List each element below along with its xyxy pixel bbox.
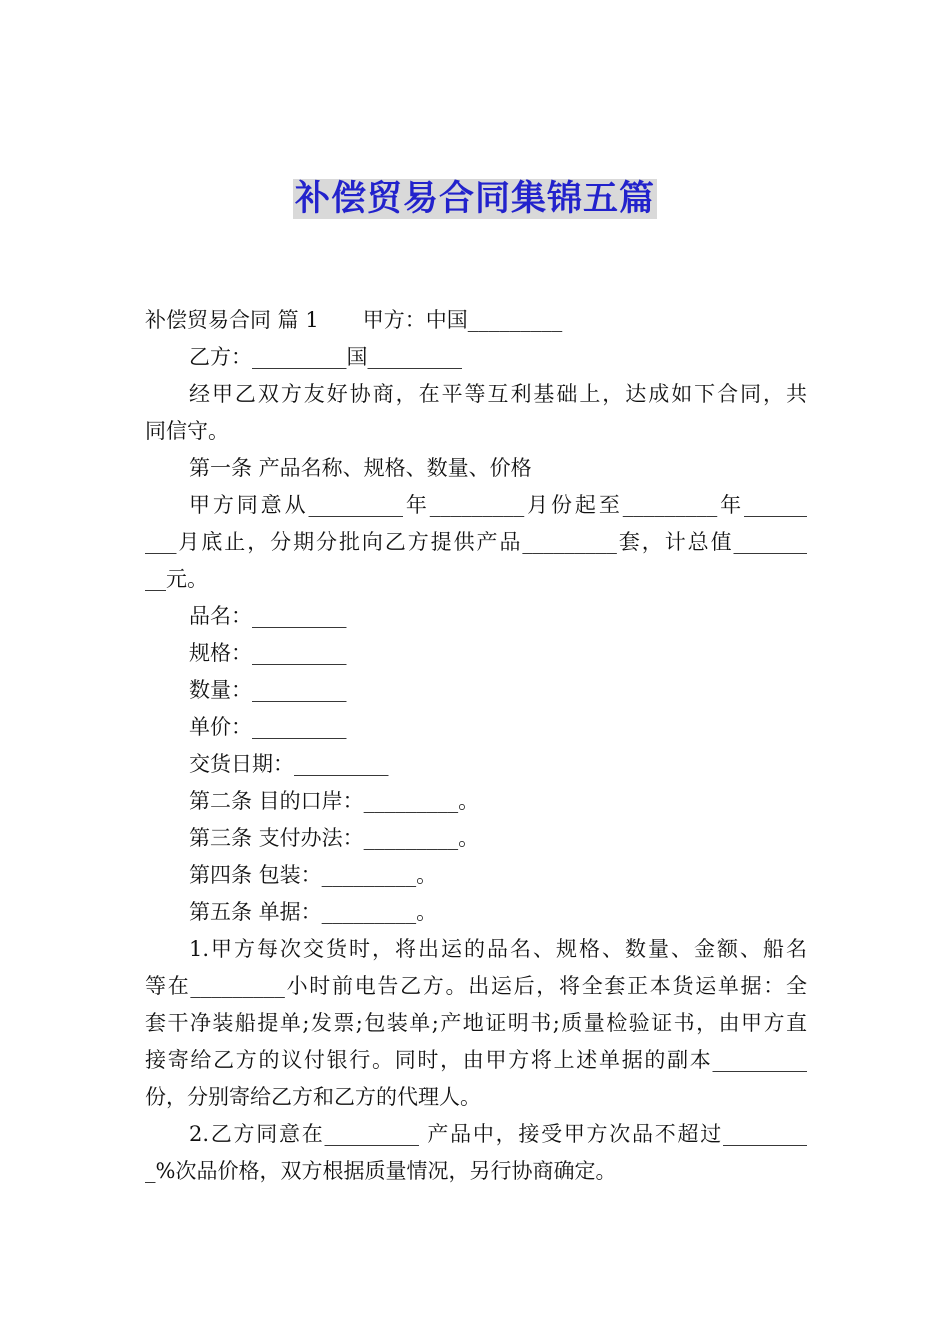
section-heading: 第五条 单据：_________。	[189, 900, 438, 924]
section-heading: 第一条 产品名称、规格、数量、价格	[189, 456, 532, 480]
paragraph-line: 等在_________小时前电告乙方。出运后，将全套正本货运单据：全	[145, 974, 807, 998]
paragraph-line: 2.乙方同意在_________ 产品中，接受甲方次品不超过________	[189, 1122, 807, 1146]
paragraph-line: _%次品价格，双方根据质量情况，另行协商确定。	[145, 1159, 617, 1183]
paragraph-line	[145, 302, 807, 339]
field-line: 规格：_________	[189, 641, 347, 665]
paragraph-line: 接寄给乙方的议付银行。同时，由甲方将上述单据的副本_________	[145, 1048, 807, 1072]
paragraph-line: ___月底止，分期分批向乙方提供产品_________套，计总值_______	[145, 530, 807, 554]
field-line: 数量：_________	[189, 678, 347, 702]
contract-heading: 补偿贸易合同 篇 1	[145, 308, 319, 332]
paragraph-line: 套干净装船提单;发票;包装单;产地证明书;质量检验证书，由甲方直	[145, 1011, 807, 1035]
section-heading: 第二条 目的口岸：_________。	[189, 789, 480, 813]
section-heading: 第四条 包装：_________。	[189, 863, 438, 887]
paragraph-line: 甲方同意从_________年_________月份起至_________年______	[189, 493, 807, 517]
paragraph-line: __元。	[145, 567, 208, 591]
party-a-line: 甲方：中国_________	[362, 308, 563, 332]
title-text: 补偿贸易合同集锦五篇	[294, 179, 655, 219]
paragraph-line: 份，分别寄给乙方和乙方的代理人。	[145, 1085, 481, 1109]
paragraph-line: 经甲乙双方友好协商，在平等互利基础上，达成如下合同，共	[189, 382, 807, 406]
field-line: 单价：_________	[189, 715, 347, 739]
document-title	[0, 176, 950, 222]
field-line: 品名：_________	[189, 604, 347, 628]
section-heading: 第三条 支付办法：_________。	[189, 826, 480, 850]
paragraph-line: 乙方：_________国_________	[189, 345, 462, 369]
document-body	[145, 302, 807, 1190]
field-line: 交货日期：_________	[189, 752, 389, 776]
paragraph-line: 同信守。	[145, 419, 229, 443]
paragraph-line: 1.甲方每次交货时，将出运的品名、规格、数量、金额、船名	[189, 937, 807, 961]
